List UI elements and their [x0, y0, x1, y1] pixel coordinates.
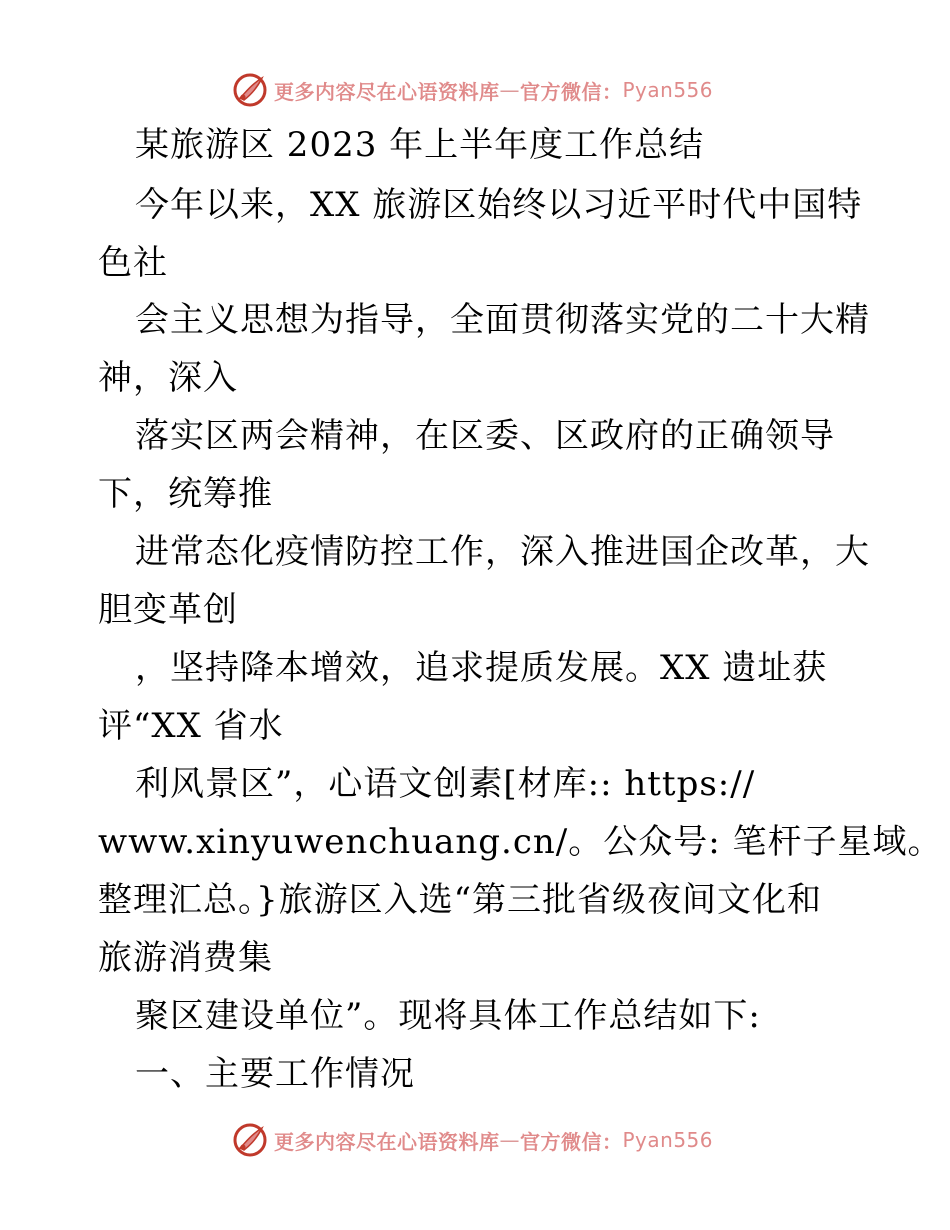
text-line: 色社: [98, 243, 168, 283]
banner-wechat-label: 官方微信：: [520, 1129, 623, 1154]
text-line: 利风景区”，心语文创素[材库:: https://: [135, 764, 756, 804]
text-line: 落实区两会精神，在区委、区政府的正确领导: [135, 416, 835, 456]
text-line: 进常态化疫情防控工作，深入推进国企改革，大: [135, 532, 870, 572]
header-watermark-banner: [232, 70, 713, 110]
text-line: 下，统筹推: [98, 474, 273, 514]
text-line: 会主义思想为指导，全面贯彻落实党的二十大精: [135, 300, 870, 340]
quill-logo-icon: [232, 1122, 268, 1158]
banner-dash: —: [499, 1128, 520, 1152]
banner-main-text: 更多内容尽在心语资料库: [274, 79, 500, 104]
footer-watermark-banner: [232, 1120, 713, 1160]
text-line: 旅游消费集: [98, 938, 273, 978]
section-heading: 一、主要工作情况: [135, 1054, 415, 1094]
text-line: 评“XX 省水: [98, 706, 284, 746]
banner-wechat-label: 官方微信：: [520, 79, 623, 104]
banner-main-text: 更多内容尽在心语资料库: [274, 1129, 500, 1154]
banner-wechat-id: Pyan556: [622, 1128, 714, 1152]
text-line: 今年以来，XX 旅游区始终以习近平时代中国特: [135, 185, 863, 225]
quill-logo-icon: [232, 72, 268, 108]
text-line: ，坚持降本增效，追求提质发展。XX 遗址获: [135, 648, 828, 688]
text-line: 聚区建设单位”。现将具体工作总结如下:: [135, 996, 761, 1036]
text-line: 神，深入: [98, 358, 238, 398]
text-line: 整理汇总。}旅游区入选“第三批省级夜间文化和: [98, 880, 823, 920]
banner-dash: —: [499, 78, 520, 102]
document-title: 某旅游区 2023 年上半年度工作总结: [135, 125, 705, 165]
banner-wechat-id: Pyan556: [622, 78, 714, 102]
text-line: 胆变革创: [98, 590, 238, 630]
text-line: www.xinyuwenchuang.cn/。公众号: 笔杆子星域。: [98, 822, 943, 862]
